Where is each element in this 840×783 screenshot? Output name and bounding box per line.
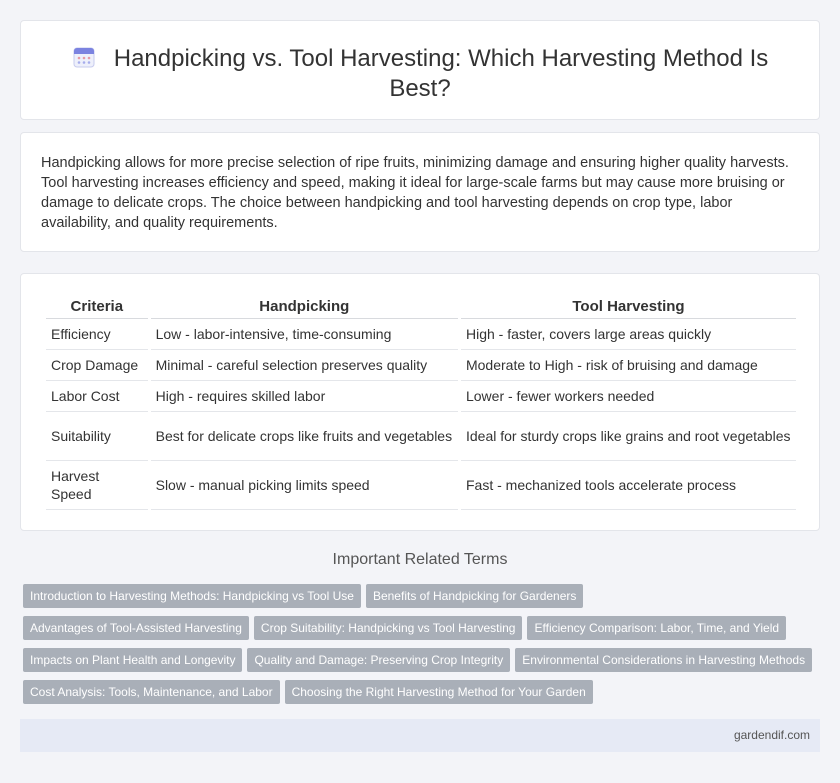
table-row — [46, 319, 796, 350]
cell-tool-harvesting: Ideal for sturdy crops like grains and root vegetables — [461, 412, 796, 461]
footer-site-link[interactable]: gardendif.com — [733, 728, 810, 742]
cell-criteria: Suitability — [46, 412, 148, 461]
calendar-icon — [72, 45, 96, 69]
related-term-chip[interactable]: Introduction to Harvesting Methods: Handpicking vs Tool Use — [23, 584, 361, 608]
related-term-chip[interactable]: Crop Suitability: Handpicking vs Tool Harvesting — [254, 616, 523, 640]
cell-criteria: Crop Damage — [46, 350, 148, 381]
related-term-chip[interactable]: Benefits of Handpicking for Gardeners — [366, 584, 583, 608]
header-tool-harvesting: Tool Harvesting — [461, 294, 796, 319]
cell-tool-harvesting: High - faster, covers large areas quickly — [461, 319, 796, 350]
related-term-chip[interactable]: Environmental Considerations in Harvesting Methods — [515, 648, 812, 672]
comparison-table-card — [20, 273, 820, 531]
related-term-chip[interactable]: Quality and Damage: Preserving Crop Integrity — [247, 648, 510, 672]
related-term-chip[interactable]: Advantages of Tool-Assisted Harvesting — [23, 616, 249, 640]
table-row — [46, 381, 796, 412]
related-term-chip[interactable]: Efficiency Comparison: Labor, Time, and Yield — [527, 616, 786, 640]
related-terms-heading: Important Related Terms — [332, 551, 508, 568]
related-term-chip[interactable]: Impacts on Plant Health and Longevity — [23, 648, 242, 672]
page-title: Handpicking vs. Tool Harvesting: Which Harvesting Method Is Best? — [113, 45, 769, 102]
cell-criteria: Harvest Speed — [46, 461, 148, 510]
intro-paragraph: Handpicking allows for more precise selection of ripe fruits, minimizing damage and ensuring higher quality harvests. Tool harvesting increases efficiency and speed, making it ideal for large-scale farms but may cause more bruising or damage to delicate crops. The choice between handpicking and tool harvesting depends on crop type, labor availability, and quality requirements. — [41, 155, 789, 231]
cell-criteria: Labor Cost — [46, 381, 148, 412]
cell-handpicking: High - requires skilled labor — [151, 381, 458, 412]
cell-tool-harvesting: Fast - mechanized tools accelerate process — [461, 461, 796, 510]
table-row — [46, 350, 796, 381]
table-header-row — [46, 294, 796, 319]
cell-handpicking: Minimal - careful selection preserves quality — [151, 350, 458, 381]
related-term-chip[interactable]: Cost Analysis: Tools, Maintenance, and Labor — [23, 680, 280, 704]
related-term-chip[interactable]: Choosing the Right Harvesting Method for Your Garden — [285, 680, 593, 704]
cell-criteria: Efficiency — [46, 319, 148, 350]
header-handpicking: Handpicking — [151, 294, 458, 319]
page-title-wrapper — [71, 44, 769, 104]
cell-tool-harvesting: Moderate to High - risk of bruising and damage — [461, 350, 796, 381]
footer — [20, 719, 820, 752]
title-card — [20, 20, 820, 120]
table-row — [46, 412, 796, 461]
header-criteria: Criteria — [46, 294, 148, 319]
table-row — [46, 461, 796, 510]
intro-card — [20, 132, 820, 252]
cell-handpicking: Best for delicate crops like fruits and vegetables — [151, 412, 458, 461]
cell-handpicking: Slow - manual picking limits speed — [151, 461, 458, 510]
cell-handpicking: Low - labor-intensive, time-consuming — [151, 319, 458, 350]
comparison-table — [43, 294, 799, 510]
related-terms-list — [23, 584, 823, 712]
cell-tool-harvesting: Lower - fewer workers needed — [461, 381, 796, 412]
